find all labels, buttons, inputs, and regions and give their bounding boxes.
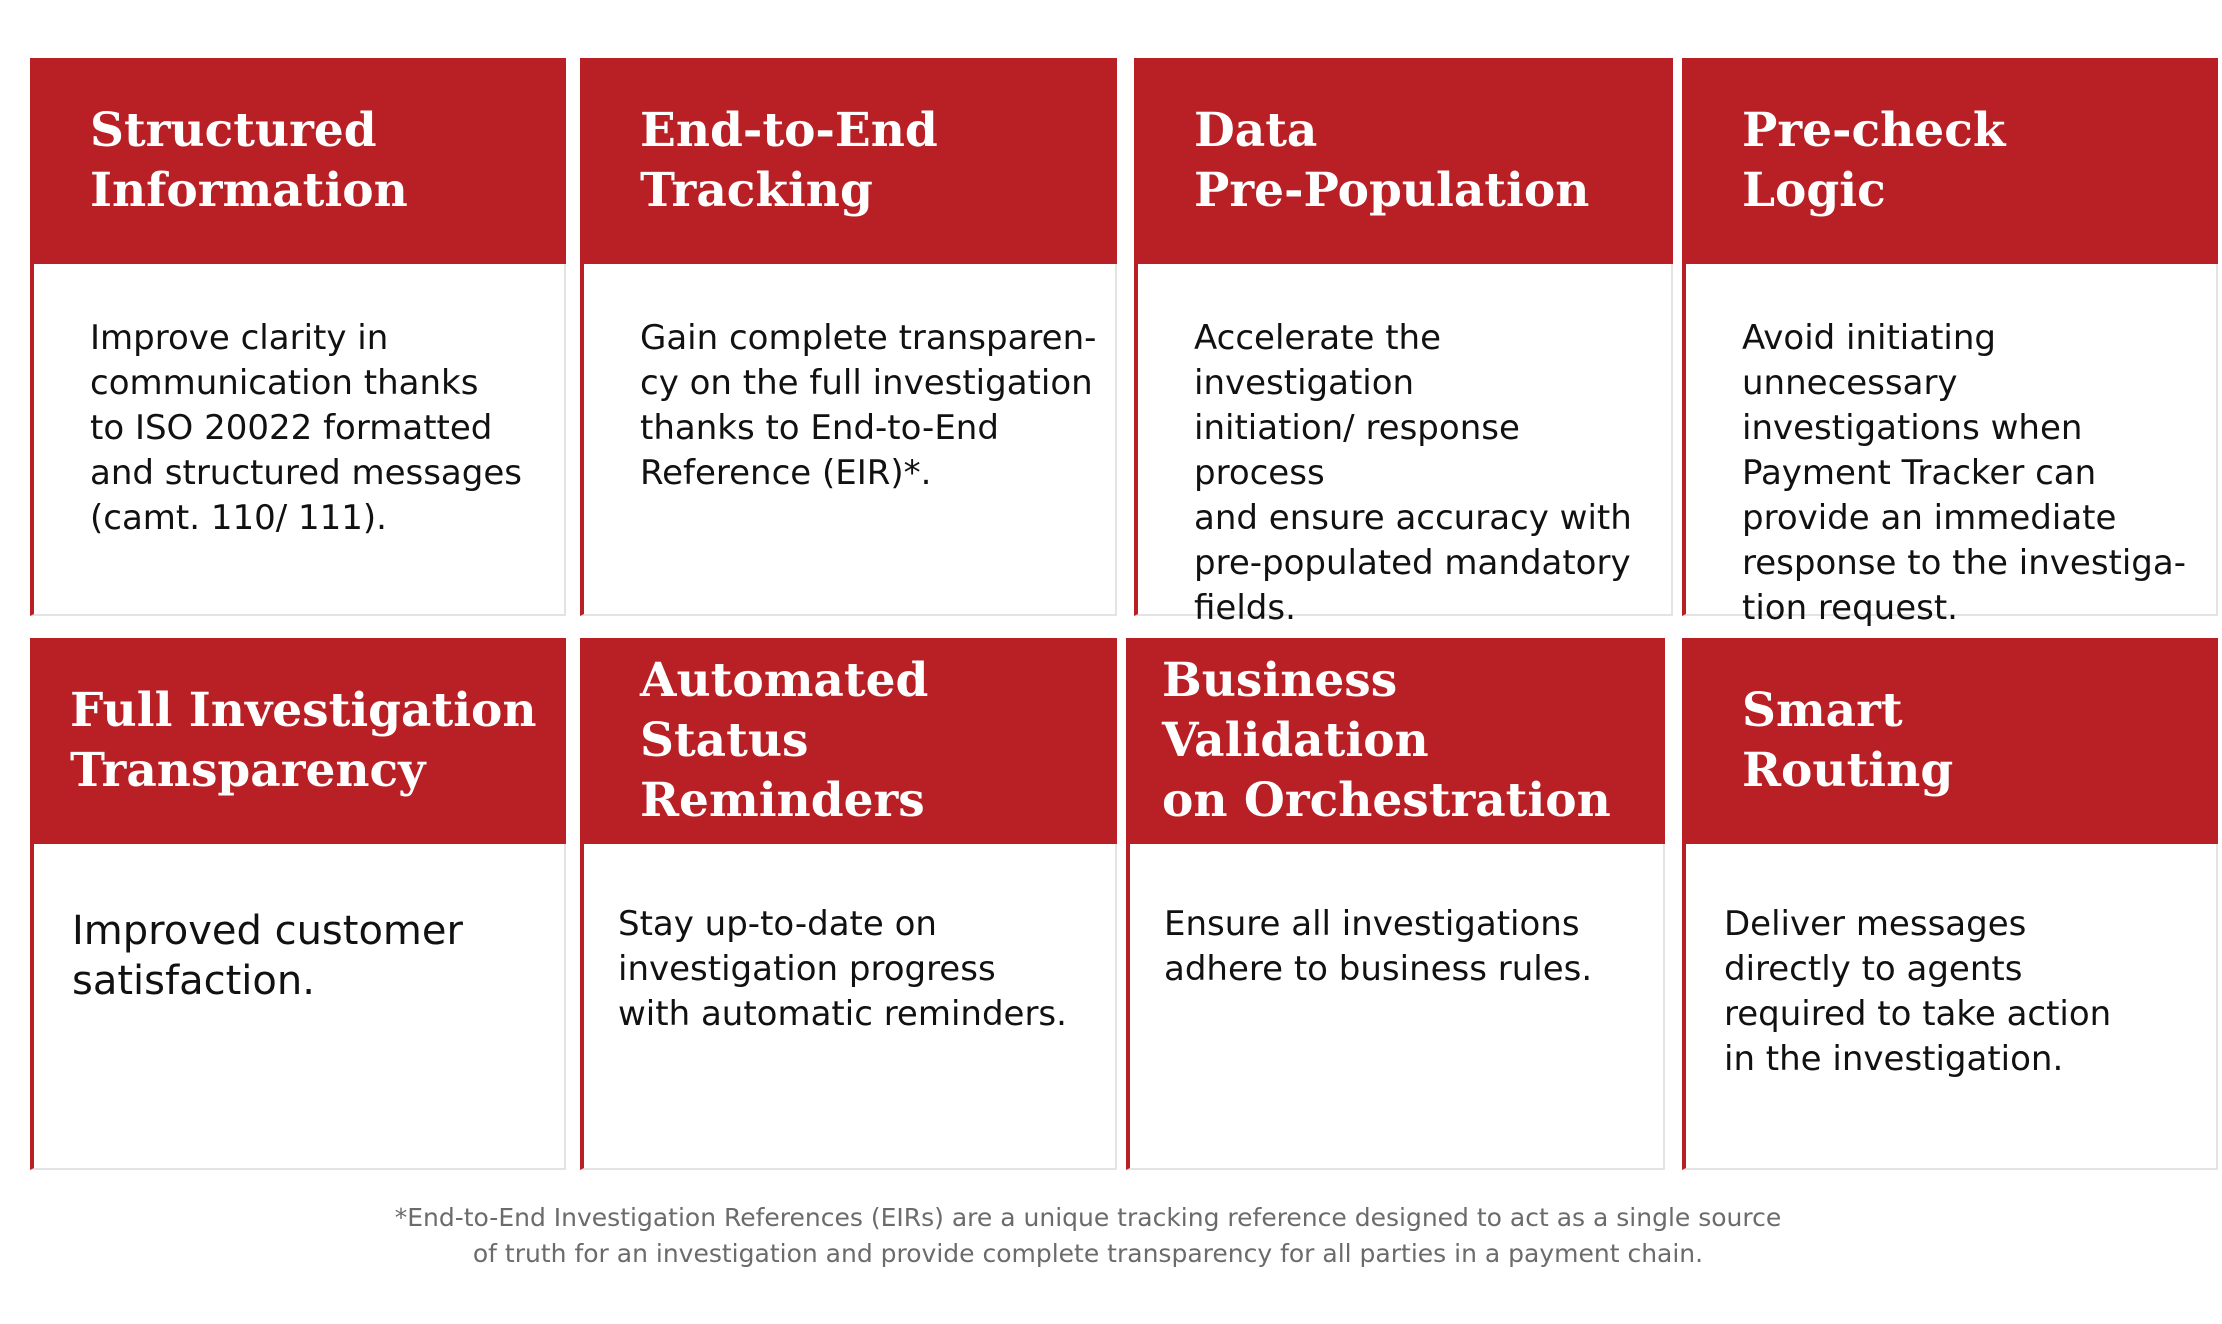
card-body bbox=[34, 264, 564, 614]
feature-card-full-investigation-transparency bbox=[30, 638, 566, 1170]
card-description: Stay up-to-date on investigation progress with automatic reminders. bbox=[618, 904, 1067, 1034]
feature-card-data-pre-population bbox=[1134, 58, 1673, 628]
card-title: Business Validation on Orchestration bbox=[1162, 653, 1611, 828]
card-description: Accelerate the investigation initiation/ response process and ensure accuracy with pre-populated mandatory fields. bbox=[1194, 318, 1632, 628]
card-title: End-to-End Tracking bbox=[640, 103, 938, 218]
card-title: Automated Status Reminders bbox=[640, 653, 929, 828]
card-header bbox=[1134, 58, 1673, 264]
card-description: Ensure all investigations adhere to business rules. bbox=[1164, 904, 1593, 989]
card-body bbox=[584, 264, 1115, 614]
card-header bbox=[580, 58, 1117, 264]
card-title: Smart Routing bbox=[1742, 683, 1954, 798]
card-header bbox=[1126, 638, 1665, 844]
card-description: Avoid initiating unnecessary investigations when Payment Tracker can provide an immediate response to the investiga- tion request. bbox=[1742, 318, 2186, 628]
feature-card-automated-status-reminders bbox=[580, 638, 1117, 1170]
card-description: Deliver messages directly to agents required to take action in the investigation. bbox=[1724, 904, 2112, 1079]
feature-card-structured-information bbox=[30, 58, 566, 616]
card-body bbox=[584, 844, 1115, 1168]
card-body bbox=[1686, 844, 2216, 1168]
card-body bbox=[1130, 844, 1663, 1168]
eir-footnote: *End-to-End Investigation References (EIRs) are a unique tracking reference designed to act as a single source of truth for an investigation and provide complete transparency for all parties in a payment chain. bbox=[394, 1203, 1782, 1268]
card-description: Improved customer satisfaction. bbox=[72, 908, 463, 1004]
card-title: Pre-check Logic bbox=[1742, 103, 2006, 218]
card-description: Improve clarity in communication thanks to ISO 20022 formatted and structured messages (camt. 110/ 111). bbox=[90, 318, 522, 538]
feature-card-pre-check-logic bbox=[1682, 58, 2218, 628]
card-header bbox=[30, 58, 566, 264]
card-header bbox=[30, 638, 566, 844]
card-header bbox=[580, 638, 1117, 844]
card-title: Structured Information bbox=[90, 103, 408, 218]
card-title: Data Pre-Population bbox=[1194, 103, 1590, 218]
card-header bbox=[1682, 58, 2218, 264]
card-body bbox=[34, 844, 564, 1168]
feature-card-smart-routing bbox=[1682, 638, 2218, 1170]
card-title: Full Investigation Transparency bbox=[70, 683, 537, 798]
feature-card-business-validation bbox=[1126, 638, 1665, 1170]
card-body bbox=[1686, 264, 2216, 628]
card-body bbox=[1138, 264, 1671, 628]
feature-card-end-to-end-tracking bbox=[580, 58, 1117, 616]
card-header bbox=[1682, 638, 2218, 844]
card-description: Gain complete transparen- cy on the full investigation thanks to End-to-End Reference (EIR)*. bbox=[640, 318, 1097, 493]
